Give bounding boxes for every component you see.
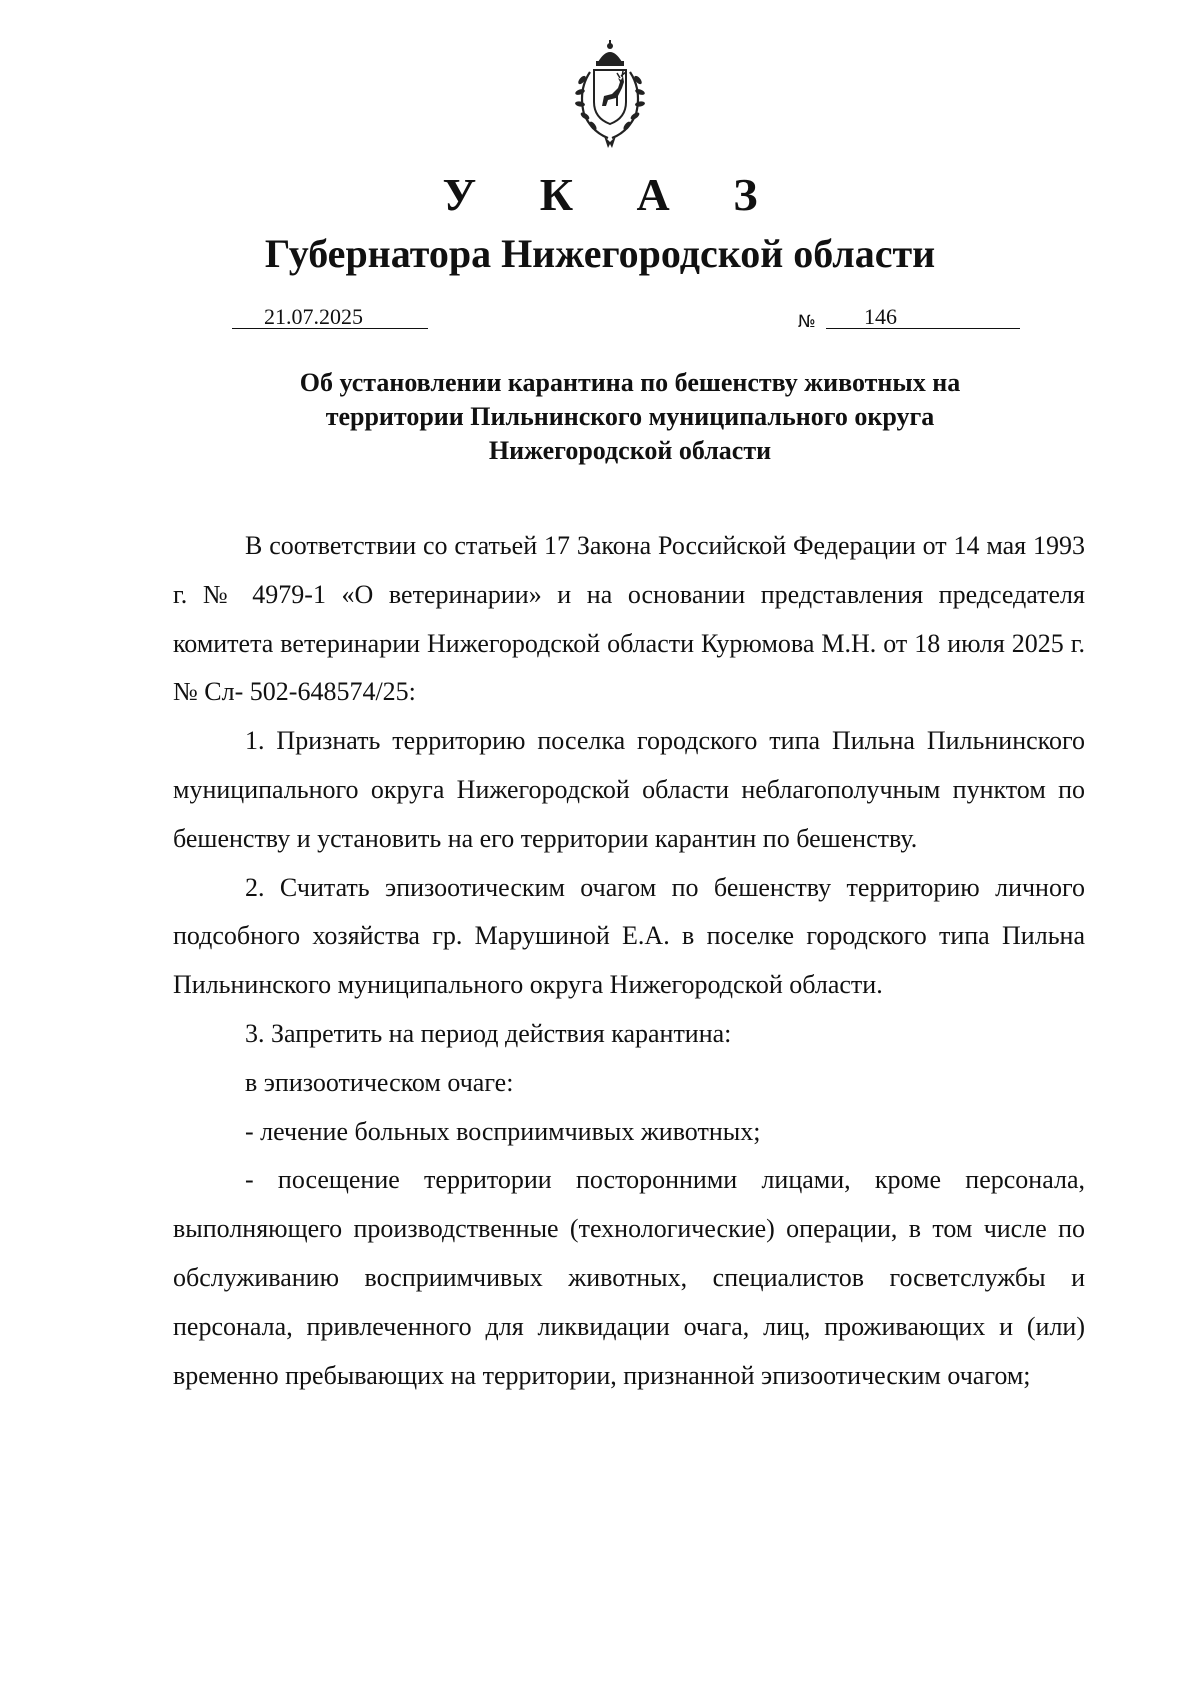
number-underline bbox=[826, 328, 1020, 329]
date-underline bbox=[232, 328, 428, 329]
document-number: 146 bbox=[864, 304, 897, 329]
subject-line-3: Нижегородской области bbox=[488, 436, 772, 465]
item-2-paragraph: 2. Считать эпизоотическим очагом по бешенству территорию личного подсобного хозяйства гр. Марушиной Е.А. в поселке городского типа Пильна Пильнинского муниципального округа Нижегородской области. bbox=[173, 872, 1085, 1000]
document-date: 21.07.2025 bbox=[264, 304, 363, 329]
number-sign: № bbox=[798, 312, 816, 332]
item-3-bullet-1: - лечение больных восприимчивых животных; bbox=[245, 1116, 761, 1146]
preamble-paragraph: В соответствии со статьей 17 Закона Российской Федерации от 14 мая 1993 г. № 4979-1 «О ветеринарии» и на основании представления председателя комитета ветеринарии Нижегородской области Курюмова М.Н. от 18 июля 2025 г. № Сл- 502-648574/25: bbox=[173, 531, 1085, 707]
issuer-title: Губернатора Нижегородской области bbox=[264, 231, 936, 276]
document-type-title: У К А З bbox=[442, 169, 784, 220]
item-3-scope-paragraph: в эпизоотическом очаге: bbox=[245, 1067, 514, 1097]
document-body bbox=[173, 522, 1085, 1400]
item-3-bullet-2: - посещение территории посторонними лицами, кроме персонала, выполняющего производственные (технологические) операции, в том числе по обслуживанию восприимчивых животных, специалистов госветслужбы и персонала, привлеченного для ликвидации очага, лиц, проживающих и (или) временно пребывающих на территории, признанной эпизоотическим очагом; bbox=[173, 1165, 1085, 1390]
coat-of-arms-icon bbox=[568, 40, 652, 150]
item-1-paragraph: 1. Признать территорию поселка городского типа Пильна Пильнинского муниципального округа Нижегородской области неблагополучным пунктом по бешенству и установить на его территории карантин по бешенству. bbox=[173, 726, 1085, 853]
subject-line-1: Об установлении карантина по бешенству животных на bbox=[299, 368, 961, 397]
document-subject bbox=[200, 366, 1060, 468]
item-3-paragraph: 3. Запретить на период действия карантина: bbox=[245, 1018, 732, 1048]
subject-line-2: территории Пильнинского муниципального округа bbox=[325, 402, 935, 431]
